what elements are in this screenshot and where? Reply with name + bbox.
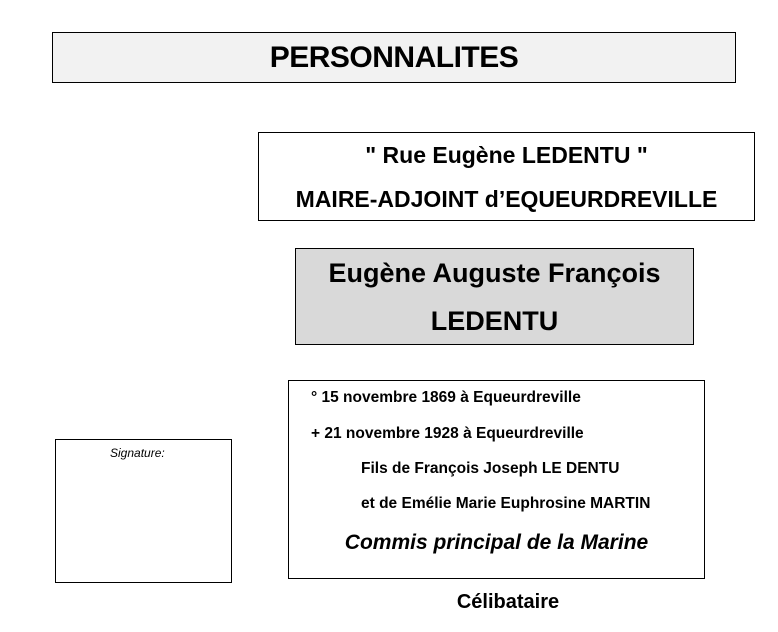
role-title: MAIRE-ADJOINT d’EQUEURDREVILLE [295,185,718,212]
occupation: Commis principal de la Marine [344,531,649,554]
given-names: Eugène Auguste François [328,257,661,288]
death-line: + 21 novembre 1928 à Equeurdreville [311,425,584,442]
birth-line: ° 15 novembre 1869 à Equeurdreville [311,389,581,406]
bio-box [288,380,705,579]
mother-line: et de Emélie Marie Euphrosine MARTIN [361,495,651,512]
surname: LEDENTU [430,305,559,336]
signature-box [55,439,232,583]
signature-label: Signature: [110,446,165,460]
title-box [52,32,736,83]
street-box [258,132,755,221]
marital-status: Célibataire [456,591,560,613]
father-line: Fils de François Joseph LE DENTU [361,460,620,477]
street-name: " Rue Eugène LEDENTU " [365,141,648,168]
page-title: PERSONNALITES [269,40,519,74]
name-box [295,248,694,345]
